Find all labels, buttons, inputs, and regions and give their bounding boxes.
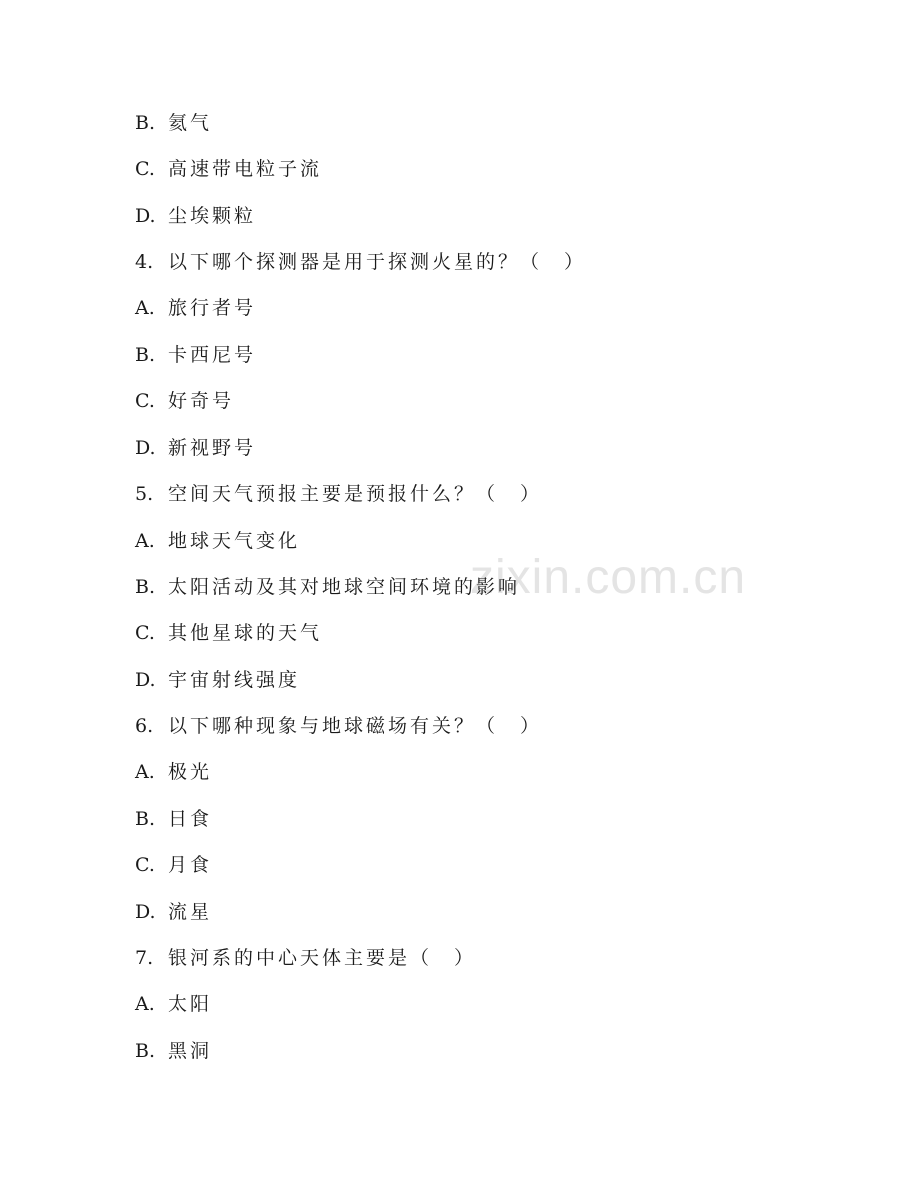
question-number: 5. — [135, 483, 154, 505]
option-line — [135, 760, 212, 784]
option-text: 月食 — [168, 854, 213, 876]
option-line — [135, 853, 212, 877]
option-text: 地球天气变化 — [168, 530, 301, 552]
option-text: 日食 — [168, 808, 213, 830]
option-line — [135, 436, 256, 460]
option-line — [135, 621, 322, 645]
option-label: B. — [135, 808, 156, 830]
option-line — [135, 157, 322, 181]
option-text: 好奇号 — [168, 390, 235, 412]
option-text: 极光 — [168, 761, 213, 783]
option-text: 尘埃颗粒 — [168, 205, 257, 227]
option-label: D. — [135, 901, 156, 923]
question-text: 空间天气预报主要是预报什么？（ ） — [168, 483, 543, 505]
option-label: D. — [135, 669, 156, 691]
option-line — [135, 1039, 212, 1063]
watermark: zixin.com.cn — [470, 551, 747, 604]
option-label: D. — [135, 437, 156, 459]
option-line — [135, 668, 300, 692]
option-line — [135, 111, 212, 135]
question-text: 以下哪个探测器是用于探测火星的？（ ） — [168, 251, 587, 273]
option-text: 流星 — [168, 901, 213, 923]
option-line — [135, 807, 212, 831]
option-label: A. — [135, 297, 155, 319]
question-text: 银河系的中心天体主要是（ ） — [168, 947, 477, 969]
question-line — [135, 946, 476, 970]
option-text: 太阳活动及其对地球空间环境的影响 — [168, 576, 521, 598]
option-line — [135, 204, 256, 228]
option-label: C. — [135, 854, 155, 876]
option-text: 太阳 — [168, 993, 213, 1015]
option-text: 其他星球的天气 — [168, 622, 323, 644]
option-text: 宇宙射线强度 — [168, 669, 301, 691]
option-label: C. — [135, 390, 155, 412]
question-text: 以下哪种现象与地球磁场有关？（ ） — [168, 715, 543, 737]
question-number: 6. — [135, 715, 154, 737]
option-text: 新视野号 — [168, 437, 257, 459]
option-line — [135, 992, 212, 1016]
option-label: C. — [135, 622, 155, 644]
option-text: 黑洞 — [168, 1040, 213, 1062]
question-number: 7. — [135, 947, 154, 969]
option-line — [135, 575, 520, 599]
option-label: B. — [135, 112, 156, 134]
option-label: C. — [135, 158, 155, 180]
option-line — [135, 389, 234, 413]
question-line — [135, 482, 542, 506]
option-label: D. — [135, 205, 156, 227]
option-label: A. — [135, 993, 155, 1015]
question-line — [135, 714, 542, 738]
option-label: B. — [135, 576, 156, 598]
question-line — [135, 250, 586, 274]
option-text: 氦气 — [168, 112, 213, 134]
option-line — [135, 529, 300, 553]
option-line — [135, 296, 256, 320]
option-text: 高速带电粒子流 — [168, 158, 323, 180]
option-text: 卡西尼号 — [168, 344, 257, 366]
option-label: B. — [135, 1040, 156, 1062]
option-label: A. — [135, 530, 155, 552]
option-line — [135, 343, 256, 367]
option-text: 旅行者号 — [168, 297, 257, 319]
option-line — [135, 900, 212, 924]
option-label: B. — [135, 344, 156, 366]
option-label: A. — [135, 761, 155, 783]
question-number: 4. — [135, 251, 154, 273]
